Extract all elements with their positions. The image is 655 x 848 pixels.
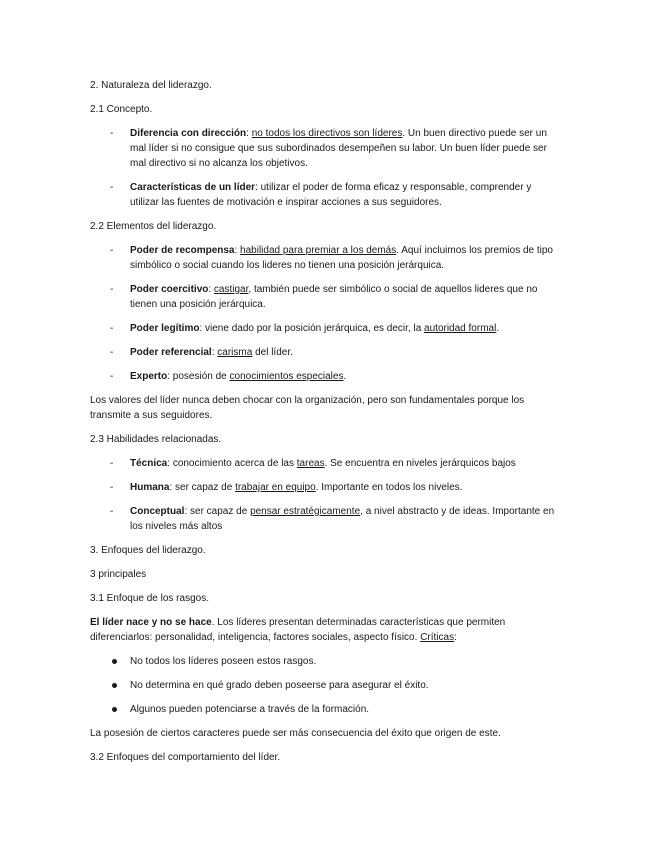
section-3-subtitle: 3 principales bbox=[90, 569, 147, 580]
list-item: - Técnica: conocimiento acerca de las tareas. Se encuentra en niveles jerárquicos bajos bbox=[110, 458, 516, 469]
dash-marker: - bbox=[110, 371, 114, 382]
dash-marker: - bbox=[110, 347, 114, 358]
list-item: - Conceptual: ser capaz de pensar estratégicamente, a nivel abstracto y de ideas. Importante en los niveles más altos bbox=[110, 506, 555, 532]
bullet-icon bbox=[112, 683, 117, 688]
list-item: No todos los líderes poseen estos rasgos. bbox=[90, 654, 560, 669]
list-item: - Poder de recompensa: habilidad para premiar a los demás. Aquí incluimos los premios de tipo simbólico o social cuando los lideres no tienen una posición jerárquica. bbox=[110, 245, 553, 271]
underlined-text: castigar bbox=[213, 284, 249, 295]
dash-marker: - bbox=[110, 323, 114, 334]
section-2-3-list bbox=[90, 456, 560, 534]
section-2-1-heading: 2.1 Concepto. bbox=[90, 104, 153, 115]
list-item: - Experto: posesión de conocimientos especiales. bbox=[110, 371, 347, 382]
underlined-text: habilidad para premiar a los demás bbox=[240, 245, 397, 256]
section-2-heading: 2. Naturaleza del liderazgo. bbox=[90, 80, 212, 91]
underlined-text: pensar estratégicamente bbox=[250, 506, 361, 517]
values-paragraph: Los valores del líder nunca deben chocar con la organización, pero son fundamentales porque los transmite a sus seguidores. bbox=[90, 395, 525, 421]
dash-marker: - bbox=[110, 284, 114, 295]
list-item: - Diferencia con dirección: no todos los directivos son líderes. Un buen directivo puede ser un mal líder si no consigue que sus subordinados desempeñen su labor. Un buen líder puede ser mal directivo si no alcanza los objetivos. bbox=[110, 128, 547, 169]
dash-marker: - bbox=[110, 458, 114, 469]
section-3-1-heading: 3.1 Enfoque de los rasgos. bbox=[90, 593, 209, 604]
dash-marker: - bbox=[110, 506, 114, 517]
list-item: - Poder referencial: carisma del líder. bbox=[110, 347, 293, 358]
bullet-icon bbox=[112, 707, 117, 712]
underlined-text: tareas bbox=[296, 458, 325, 469]
bullet-icon bbox=[112, 659, 117, 664]
dash-marker: - bbox=[110, 182, 114, 193]
section-2-2-heading: 2.2 Elementos del liderazgo. bbox=[90, 221, 217, 232]
section-2-1-list bbox=[90, 126, 560, 210]
list-item: - Poder coercitivo: castigar, también puede ser simbólico o social de aquellos lideres que no tienen una posición jerárquica. bbox=[110, 284, 538, 310]
underlined-text: Críticas bbox=[420, 632, 455, 643]
underlined-text: trabajar en equipo bbox=[235, 482, 316, 493]
section-2-3-heading: 2.3 Habilidades relacionadas. bbox=[90, 434, 222, 445]
list-item: - Poder legítimo: viene dado por la posición jerárquica, es decir, la autoridad formal. bbox=[110, 323, 500, 334]
underlined-text: carisma bbox=[217, 347, 253, 358]
conclusion-paragraph: La posesión de ciertos caracteres puede ser más consecuencia del éxito que origen de este. bbox=[90, 728, 501, 739]
section-3-2-heading: 3.2 Enfoques del comportamiento del líder. bbox=[90, 752, 281, 763]
dash-marker: - bbox=[110, 482, 114, 493]
underlined-text: autoridad formal bbox=[424, 323, 497, 334]
underlined-text: conocimientos especiales bbox=[229, 371, 344, 382]
document-page bbox=[90, 78, 560, 774]
list-item: - Características de un líder: utilizar el poder de forma eficaz y responsable, comprender y utilizar las fuentes de motivación e inspirar acciones a sus seguidores. bbox=[110, 182, 532, 208]
criticisms-list bbox=[90, 654, 560, 717]
dash-marker: - bbox=[110, 245, 114, 256]
section-3-heading: 3. Enfoques del liderazgo. bbox=[90, 545, 206, 556]
underlined-text: no todos los directivos son líderes bbox=[251, 128, 403, 139]
traits-paragraph: El líder nace y no se hace. Los líderes presentan determinadas características que permiten diferenciarlos: personalidad, inteligencia, factores sociales, aspecto físico. Críticas: bbox=[90, 617, 506, 643]
list-item: No determina en qué grado deben poseerse para asegurar el éxito. bbox=[90, 678, 560, 693]
list-item: Algunos pueden potenciarse a través de la formación. bbox=[90, 702, 560, 717]
section-2-2-list bbox=[90, 243, 560, 384]
list-item: - Humana: ser capaz de trabajar en equipo. Importante en todos los niveles. bbox=[110, 482, 463, 493]
dash-marker: - bbox=[110, 128, 114, 139]
